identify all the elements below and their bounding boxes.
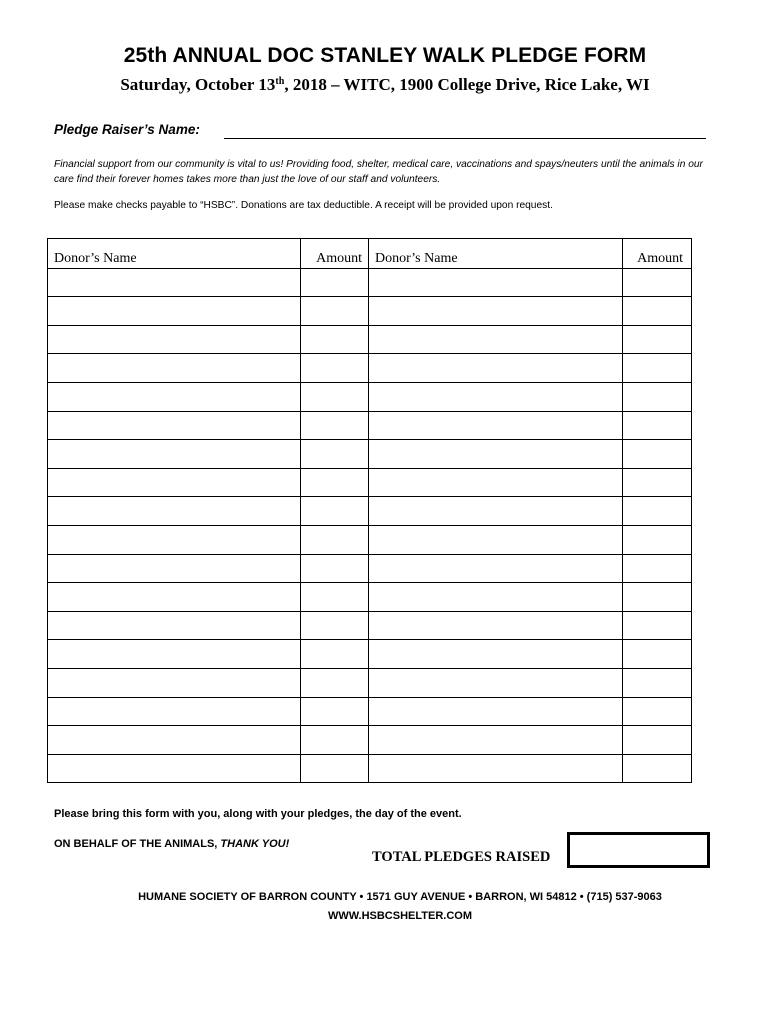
amount-cell-right[interactable] [623,525,692,554]
donor-name-cell-right[interactable] [369,640,623,669]
donor-name-cell-left[interactable] [48,583,301,612]
bring-form-note: Please bring this form with you, along with your pledges, the day of the event. [54,808,462,820]
behalf-text: ON BEHALF OF THE ANIMALS, [54,838,221,850]
amount-cell-left[interactable] [301,640,369,669]
amount-cell-right[interactable] [623,354,692,383]
pledge-row [48,583,692,612]
footer-address: HUMANE SOCIETY OF BARRON COUNTY • 1571 GUY AVENUE • BARRON, WI 54812 • (715) 537-9063 [138,891,662,903]
event-location: , 2018 – WITC, 1900 College Drive, Rice Lake, WI [284,75,650,94]
pledge-row [48,640,692,669]
pledge-row [48,468,692,497]
donor-name-cell-right[interactable] [369,354,623,383]
pledge-row [48,726,692,755]
donor-name-cell-left[interactable] [48,382,301,411]
pledge-raiser-name-line[interactable] [224,138,706,139]
donor-name-cell-right[interactable] [369,382,623,411]
donor-name-header-right: Donor’s Name [369,239,623,269]
donor-name-cell-right[interactable] [369,611,623,640]
amount-cell-left[interactable] [301,668,369,697]
donor-name-cell-left[interactable] [48,411,301,440]
amount-cell-right[interactable] [623,411,692,440]
donor-name-cell-right[interactable] [369,468,623,497]
donor-name-cell-left[interactable] [48,440,301,469]
amount-cell-left[interactable] [301,468,369,497]
amount-cell-left[interactable] [301,554,369,583]
amount-cell-right[interactable] [623,325,692,354]
pledge-row [48,754,692,783]
donor-name-cell-right[interactable] [369,440,623,469]
donor-name-cell-right[interactable] [369,411,623,440]
donor-name-cell-left[interactable] [48,668,301,697]
total-pledges-box[interactable] [567,832,710,868]
donor-name-header-left: Donor’s Name [48,239,301,269]
amount-cell-right[interactable] [623,726,692,755]
behalf-note [54,838,289,850]
amount-cell-left[interactable] [301,325,369,354]
amount-cell-left[interactable] [301,411,369,440]
amount-cell-left[interactable] [301,726,369,755]
pledge-table-header [48,239,692,269]
donor-name-cell-right[interactable] [369,497,623,526]
donor-name-cell-right[interactable] [369,754,623,783]
pledge-raiser-label: Pledge Raiser’s Name: [54,122,200,137]
donor-name-cell-right[interactable] [369,297,623,326]
pledge-row [48,297,692,326]
date-ordinal-suffix: th [275,76,285,87]
donor-name-cell-left[interactable] [48,354,301,383]
donor-name-cell-right[interactable] [369,668,623,697]
pledge-raiser-field[interactable] [54,122,706,142]
donor-name-cell-right[interactable] [369,697,623,726]
amount-cell-left[interactable] [301,583,369,612]
donor-name-cell-left[interactable] [48,640,301,669]
pledge-row [48,668,692,697]
donor-name-cell-right[interactable] [369,554,623,583]
amount-cell-right[interactable] [623,297,692,326]
donor-name-cell-left[interactable] [48,468,301,497]
pledge-row [48,440,692,469]
amount-cell-left[interactable] [301,697,369,726]
donor-name-cell-right[interactable] [369,268,623,297]
total-pledges-label: TOTAL PLEDGES RAISED [372,849,551,865]
amount-cell-left[interactable] [301,268,369,297]
amount-cell-right[interactable] [623,583,692,612]
amount-cell-right[interactable] [623,611,692,640]
amount-header-left: Amount [301,239,369,269]
event-details [0,75,770,95]
donor-name-cell-right[interactable] [369,583,623,612]
amount-cell-right[interactable] [623,268,692,297]
donor-name-cell-right[interactable] [369,325,623,354]
pledge-row [48,697,692,726]
amount-cell-right[interactable] [623,668,692,697]
pledge-row [48,554,692,583]
amount-cell-left[interactable] [301,297,369,326]
amount-cell-left[interactable] [301,497,369,526]
donor-name-cell-left[interactable] [48,554,301,583]
amount-cell-right[interactable] [623,468,692,497]
amount-cell-left[interactable] [301,611,369,640]
pledge-row [48,354,692,383]
amount-cell-right[interactable] [623,697,692,726]
form-title: 25th ANNUAL DOC STANLEY WALK PLEDGE FORM [123,44,647,67]
donor-name-cell-right[interactable] [369,525,623,554]
amount-header-right: Amount [623,239,692,269]
support-statement: Financial support from our community is vital to us! Providing food, shelter, medical care, vaccinations and spays/neuters until the animals in our care find their forever homes takes more than just the love of our staff and volunteers. [54,159,703,185]
amount-cell-right[interactable] [623,497,692,526]
amount-cell-left[interactable] [301,440,369,469]
footer-website: WWW.HSBCSHELTER.COM [327,910,472,922]
amount-cell-left[interactable] [301,382,369,411]
amount-cell-right[interactable] [623,382,692,411]
amount-cell-right[interactable] [623,440,692,469]
pledge-row [48,411,692,440]
pledge-row [48,611,692,640]
donor-name-cell-left[interactable] [48,754,301,783]
thank-you-text: THANK YOU! [220,838,290,850]
pledge-table [47,238,692,783]
amount-cell-right[interactable] [623,640,692,669]
amount-cell-left[interactable] [301,754,369,783]
donor-name-cell-left[interactable] [48,697,301,726]
donor-name-cell-left[interactable] [48,497,301,526]
pledge-row [48,382,692,411]
donor-name-cell-left[interactable] [48,297,301,326]
donor-name-cell-left[interactable] [48,611,301,640]
donor-name-cell-left[interactable] [48,268,301,297]
donor-name-cell-left[interactable] [48,525,301,554]
amount-cell-right[interactable] [623,754,692,783]
amount-cell-left[interactable] [301,525,369,554]
pledge-row [48,268,692,297]
pledge-table-body [48,268,692,783]
pledge-row [48,325,692,354]
donor-name-cell-left[interactable] [48,325,301,354]
pledge-row [48,497,692,526]
donor-name-cell-left[interactable] [48,726,301,755]
event-date: Saturday, October 13 [120,75,276,94]
donor-name-cell-right[interactable] [369,726,623,755]
amount-cell-left[interactable] [301,354,369,383]
pledge-row [48,525,692,554]
checks-note: Please make checks payable to “HSBC”. Donations are tax deductible. A receipt will be provided upon request. [54,200,553,211]
amount-cell-right[interactable] [623,554,692,583]
